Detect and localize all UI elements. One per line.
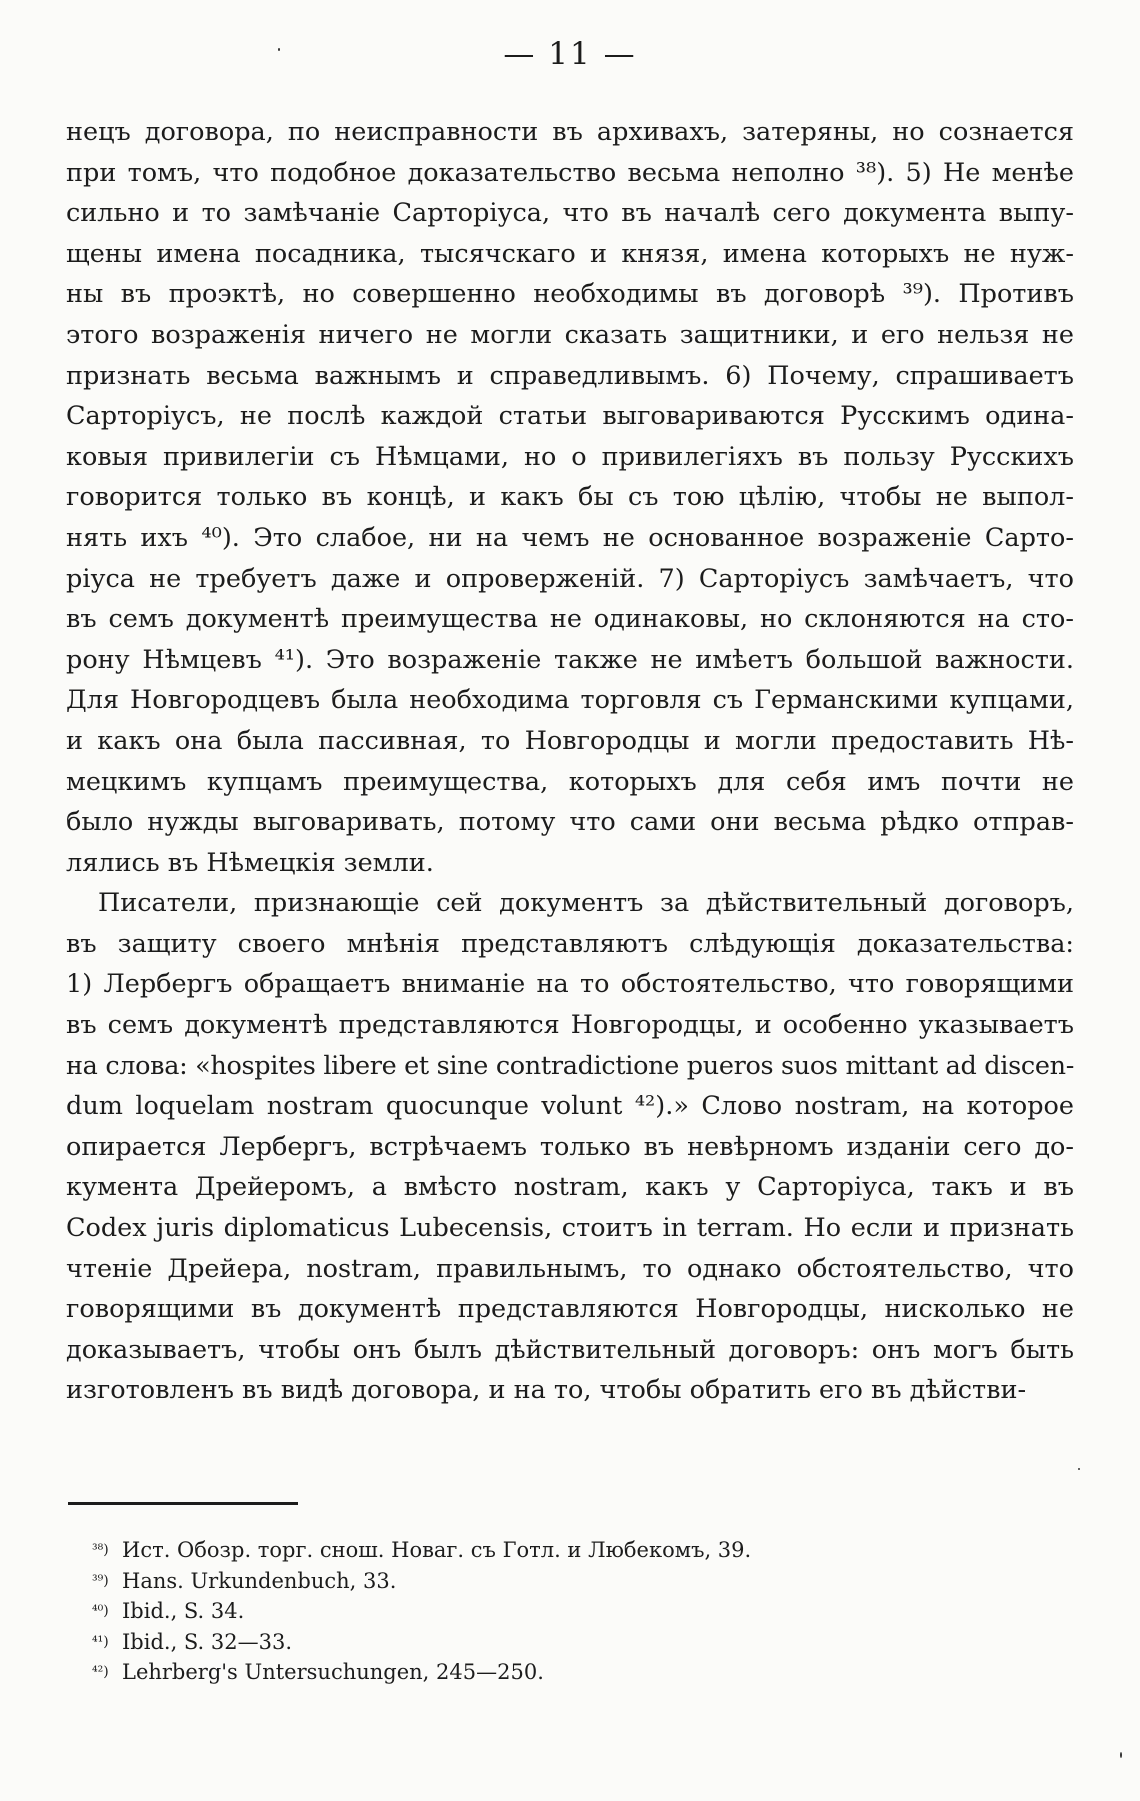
text-line: Сарторіусъ, не послѣ каждой статьи выговариваются Русскимъ одина- — [66, 401, 1074, 432]
footnote-mark: ³⁸) — [92, 1542, 109, 1558]
text-line: щены имена посадника, тысячскаго и князя, имена которыхъ не нуж- — [66, 238, 1074, 269]
body-text — [66, 112, 1074, 1411]
text-line: рону Нѣмцевъ ⁴¹). Это возраженіе также не имѣетъ большой важности. — [66, 644, 1074, 675]
footnote-text: Ibid., S. 32—33. — [122, 1629, 293, 1654]
text-line: было нужды выговаривать, потому что сами они весьма рѣдко отправ- — [66, 807, 1074, 838]
text-line: сильно и то замѣчаніе Сарторіуса, что въ началѣ сего документа выпу- — [66, 198, 1074, 229]
scan-speck — [1120, 1752, 1122, 1758]
text-line: ріуса не требуетъ даже и опроверженій. 7) Сарторіусъ замѣчаетъ, что — [66, 563, 1074, 594]
footnote-42 — [92, 1657, 1072, 1688]
footnote-divider — [68, 1502, 298, 1505]
text-line: нять ихъ ⁴⁰). Это слабое, ни на чемъ не основанное возраженіе Сарто- — [66, 522, 1074, 553]
footnote-41 — [92, 1627, 1072, 1658]
scan-speck — [278, 48, 280, 51]
footnote-mark: ⁴⁰) — [92, 1603, 109, 1619]
text-line: Codex juris diplomaticus Lubecensis, стоитъ in terram. Но если и признать — [66, 1213, 1074, 1244]
text-line: нецъ договора, по неисправности въ архивахъ, затеряны, но сознается — [66, 117, 1074, 147]
footnote-text: Hans. Urkundenbuch, 33. — [122, 1568, 397, 1593]
text-line: этого возраженія ничего не могли сказать защитники, и его нельзя не — [66, 319, 1074, 350]
footnote-39 — [92, 1566, 1072, 1597]
text-line: признать весьма важнымъ и справедливымъ. 6) Почему, спрашиваетъ — [66, 360, 1074, 391]
text-line: на слова: «hospites libere et sine contradictione pueros suos mittant ad discen- — [66, 1050, 1074, 1081]
text-line: въ семъ документѣ представляются Новгородцы, и особенно указываетъ — [66, 1010, 1074, 1041]
text-line: лялись въ Нѣмецкія земли. — [66, 847, 434, 878]
text-line: чтеніе Дрейера, nostram, правильнымъ, то однако обстоятельство, что — [66, 1253, 1074, 1284]
text-line: Для Новгородцевъ была необходима торговля съ Германскими купцами, — [66, 685, 1074, 716]
text-line: мецкимъ купцамъ преимущества, которыхъ для себя имъ почти не — [66, 766, 1074, 797]
text-line: кумента Дрейеромъ, а вмѣсто nostram, какъ у Сарторіуса, такъ и въ — [66, 1172, 1074, 1203]
text-line: говорится только въ концѣ, и какъ бы съ тою цѣлію, чтобы не выпол- — [66, 482, 1074, 513]
footnotes — [92, 1535, 1072, 1688]
footnote-mark: ³⁹) — [92, 1572, 109, 1589]
footnote-text: Ibid., S. 34. — [122, 1599, 245, 1623]
footnote-mark: ⁴¹) — [92, 1633, 109, 1650]
text-line: изготовленъ въ видѣ договора, и на то, чтобы обратить его въ дѣйстви- — [66, 1375, 1027, 1406]
footnote-40 — [92, 1596, 1072, 1627]
text-line: ны въ проэктѣ, но совершенно необходимы въ договорѣ ³⁹). Противъ — [66, 279, 1074, 310]
text-line: ковыя привилегіи съ Нѣмцами, но о привилегіяхъ въ пользу Русскихъ — [66, 441, 1074, 472]
footnote-mark: ⁴²) — [92, 1664, 109, 1680]
text-line: dum loquelam nostram quocunque volunt ⁴²).» Слово nostram, на которое — [66, 1091, 1074, 1122]
paragraph-start-line: Писатели, признающіе сей документъ за дѣйствительный договоръ, — [98, 888, 1074, 919]
text-line: въ семъ документѣ преимущества не одинаковы, но склоняются на сто- — [66, 604, 1074, 635]
text-line: и какъ она была пассивная, то Новгородцы и могли предоставить Нѣ- — [66, 725, 1074, 756]
footnote-text: Ист. Обозр. торг. снош. Новаг. съ Готл. и Любекомъ, 39. — [122, 1538, 752, 1562]
text-line: въ защиту своего мнѣнія представляютъ слѣдующія доказательства: — [66, 928, 1074, 959]
text-line: говорящими въ документѣ представляются Новгородцы, нисколько не — [66, 1294, 1074, 1325]
text-line: опирается Лербергъ, встрѣчаемъ только въ невѣрномъ изданіи сего до- — [66, 1131, 1074, 1162]
footnote-38 — [92, 1535, 1072, 1566]
page-number: — 11 — — [503, 36, 637, 72]
text-line: доказываетъ, чтобы онъ былъ дѣйствительный договоръ: онъ могъ быть — [66, 1334, 1074, 1365]
scan-speck — [1078, 1468, 1080, 1470]
footnote-text: Lehrberg's Untersuchungen, 245—250. — [122, 1660, 544, 1684]
text-line: 1) Лербергъ обращаетъ вниманіе на то обстоятельство, что говорящими — [66, 969, 1074, 1000]
text-line: при томъ, что подобное доказательство весьма неполно ³⁸). 5) Не менѣе — [66, 157, 1074, 188]
